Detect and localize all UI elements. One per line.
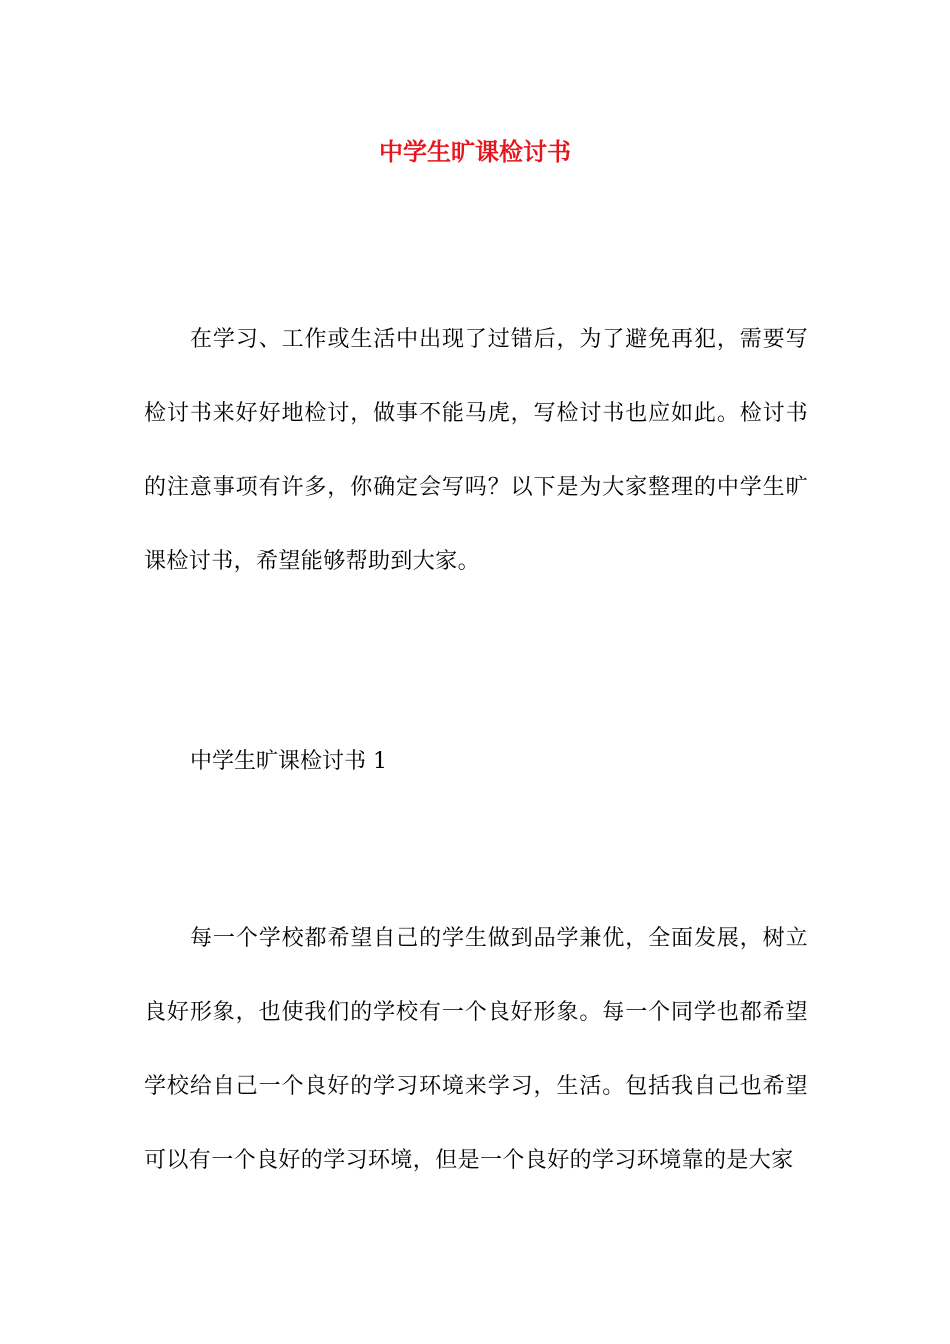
document-title: 中学生旷课检讨书 — [379, 137, 571, 166]
intro-paragraph: 在学习、工作或生活中出现了过错后，为了避免再犯，需要写检讨书来好好地检讨，做事不能马虎，写检讨书也应如此。检讨书的注意事项有许多，你确定会写吗？以下是为大家整理的中学生旷课检讨书，希望能够帮助到大家。 — [144, 327, 808, 574]
section-body-paragraph: 每一个学校都希望自己的学生做到品学兼优，全面发展，树立良好形象，也使我们的学校有一个良好形象。每一个同学也都希望学校给自己一个良好的学习环境来学习，生活。包括我自己也希望可以有一个良好的学习环境，但是一个良好的学习环境靠的是大家 — [144, 926, 808, 1173]
section-heading: 中学生旷课检讨书 1 — [190, 749, 387, 774]
